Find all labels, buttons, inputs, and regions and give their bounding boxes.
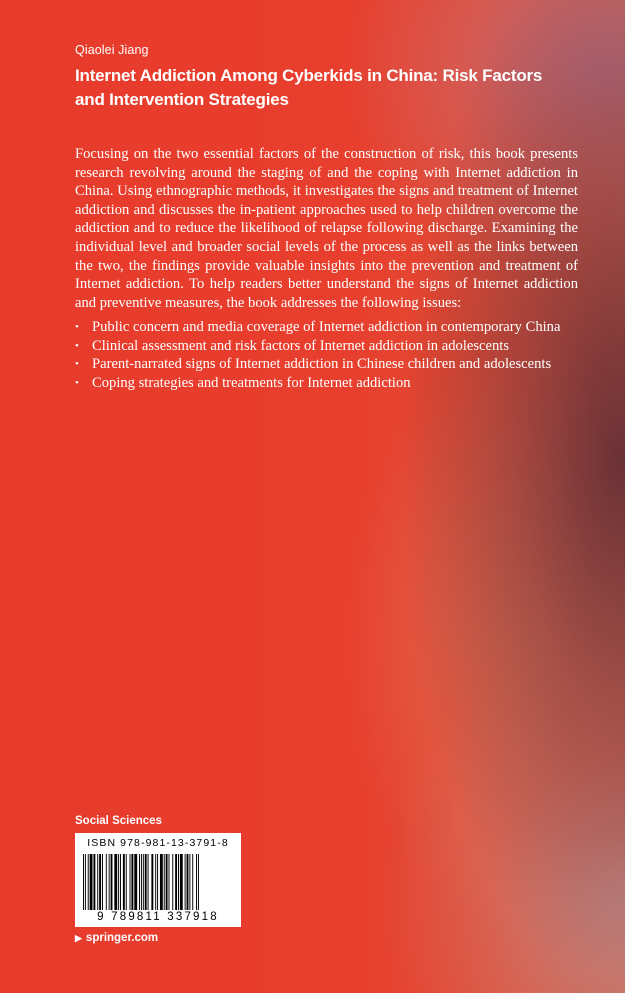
list-item-text: Clinical assessment and risk factors of Internet addiction in adolescents [92,337,510,354]
arrow-right-icon: ▶ [75,933,82,943]
book-description: Focusing on the two essential factors of the construction of risk, this book presents research revolving around the staging of and the coping with Internet addiction in China. Using ethnographic methods, it investigates the signs and treatment of Internet addiction and discusses the in-patient approaches used to help children overcome the addiction and to reduce the likelihood of relapse following discharge. Examining the individual level and broader social levels of the process as well as the links between the two, the findings provide valuable insights into the prevention and treatment of Internet addiction. To help readers better understand the signs of Internet addiction and preventive measures, the book addresses the following issues: [75,146,578,311]
list-item [75,374,585,393]
book-title: Internet Addiction Among Cyberkids in China: Risk Factors and Intervention Strategies [75,66,543,109]
website-text: springer.com [85,932,159,944]
list-item-text: Coping strategies and treatments for Internet addiction [92,374,411,391]
barcode-digits: 9 789811 337918 [97,911,219,923]
bullet-icon: • [75,376,79,389]
barcode-icon [81,854,235,912]
subject-category: Social Sciences [75,815,162,827]
list-item [75,318,585,337]
bullet-icon: • [75,321,79,333]
list-item-text: Parent-narrated signs of Internet addiction in Chinese children and adolescents [92,356,552,373]
issues-list [75,318,585,392]
list-item [75,337,585,356]
isbn-label: ISBN 978-981-13-3791-8 [87,837,229,849]
list-item [75,355,585,374]
author-name: Qiaolei Jiang [75,43,149,57]
publisher-website[interactable] [75,932,158,944]
isbn-barcode-box [75,833,241,927]
bullet-icon: • [75,358,79,371]
list-item-text: Public concern and media coverage of Internet addiction in contemporary China [92,319,561,335]
bullet-icon: • [75,339,79,352]
